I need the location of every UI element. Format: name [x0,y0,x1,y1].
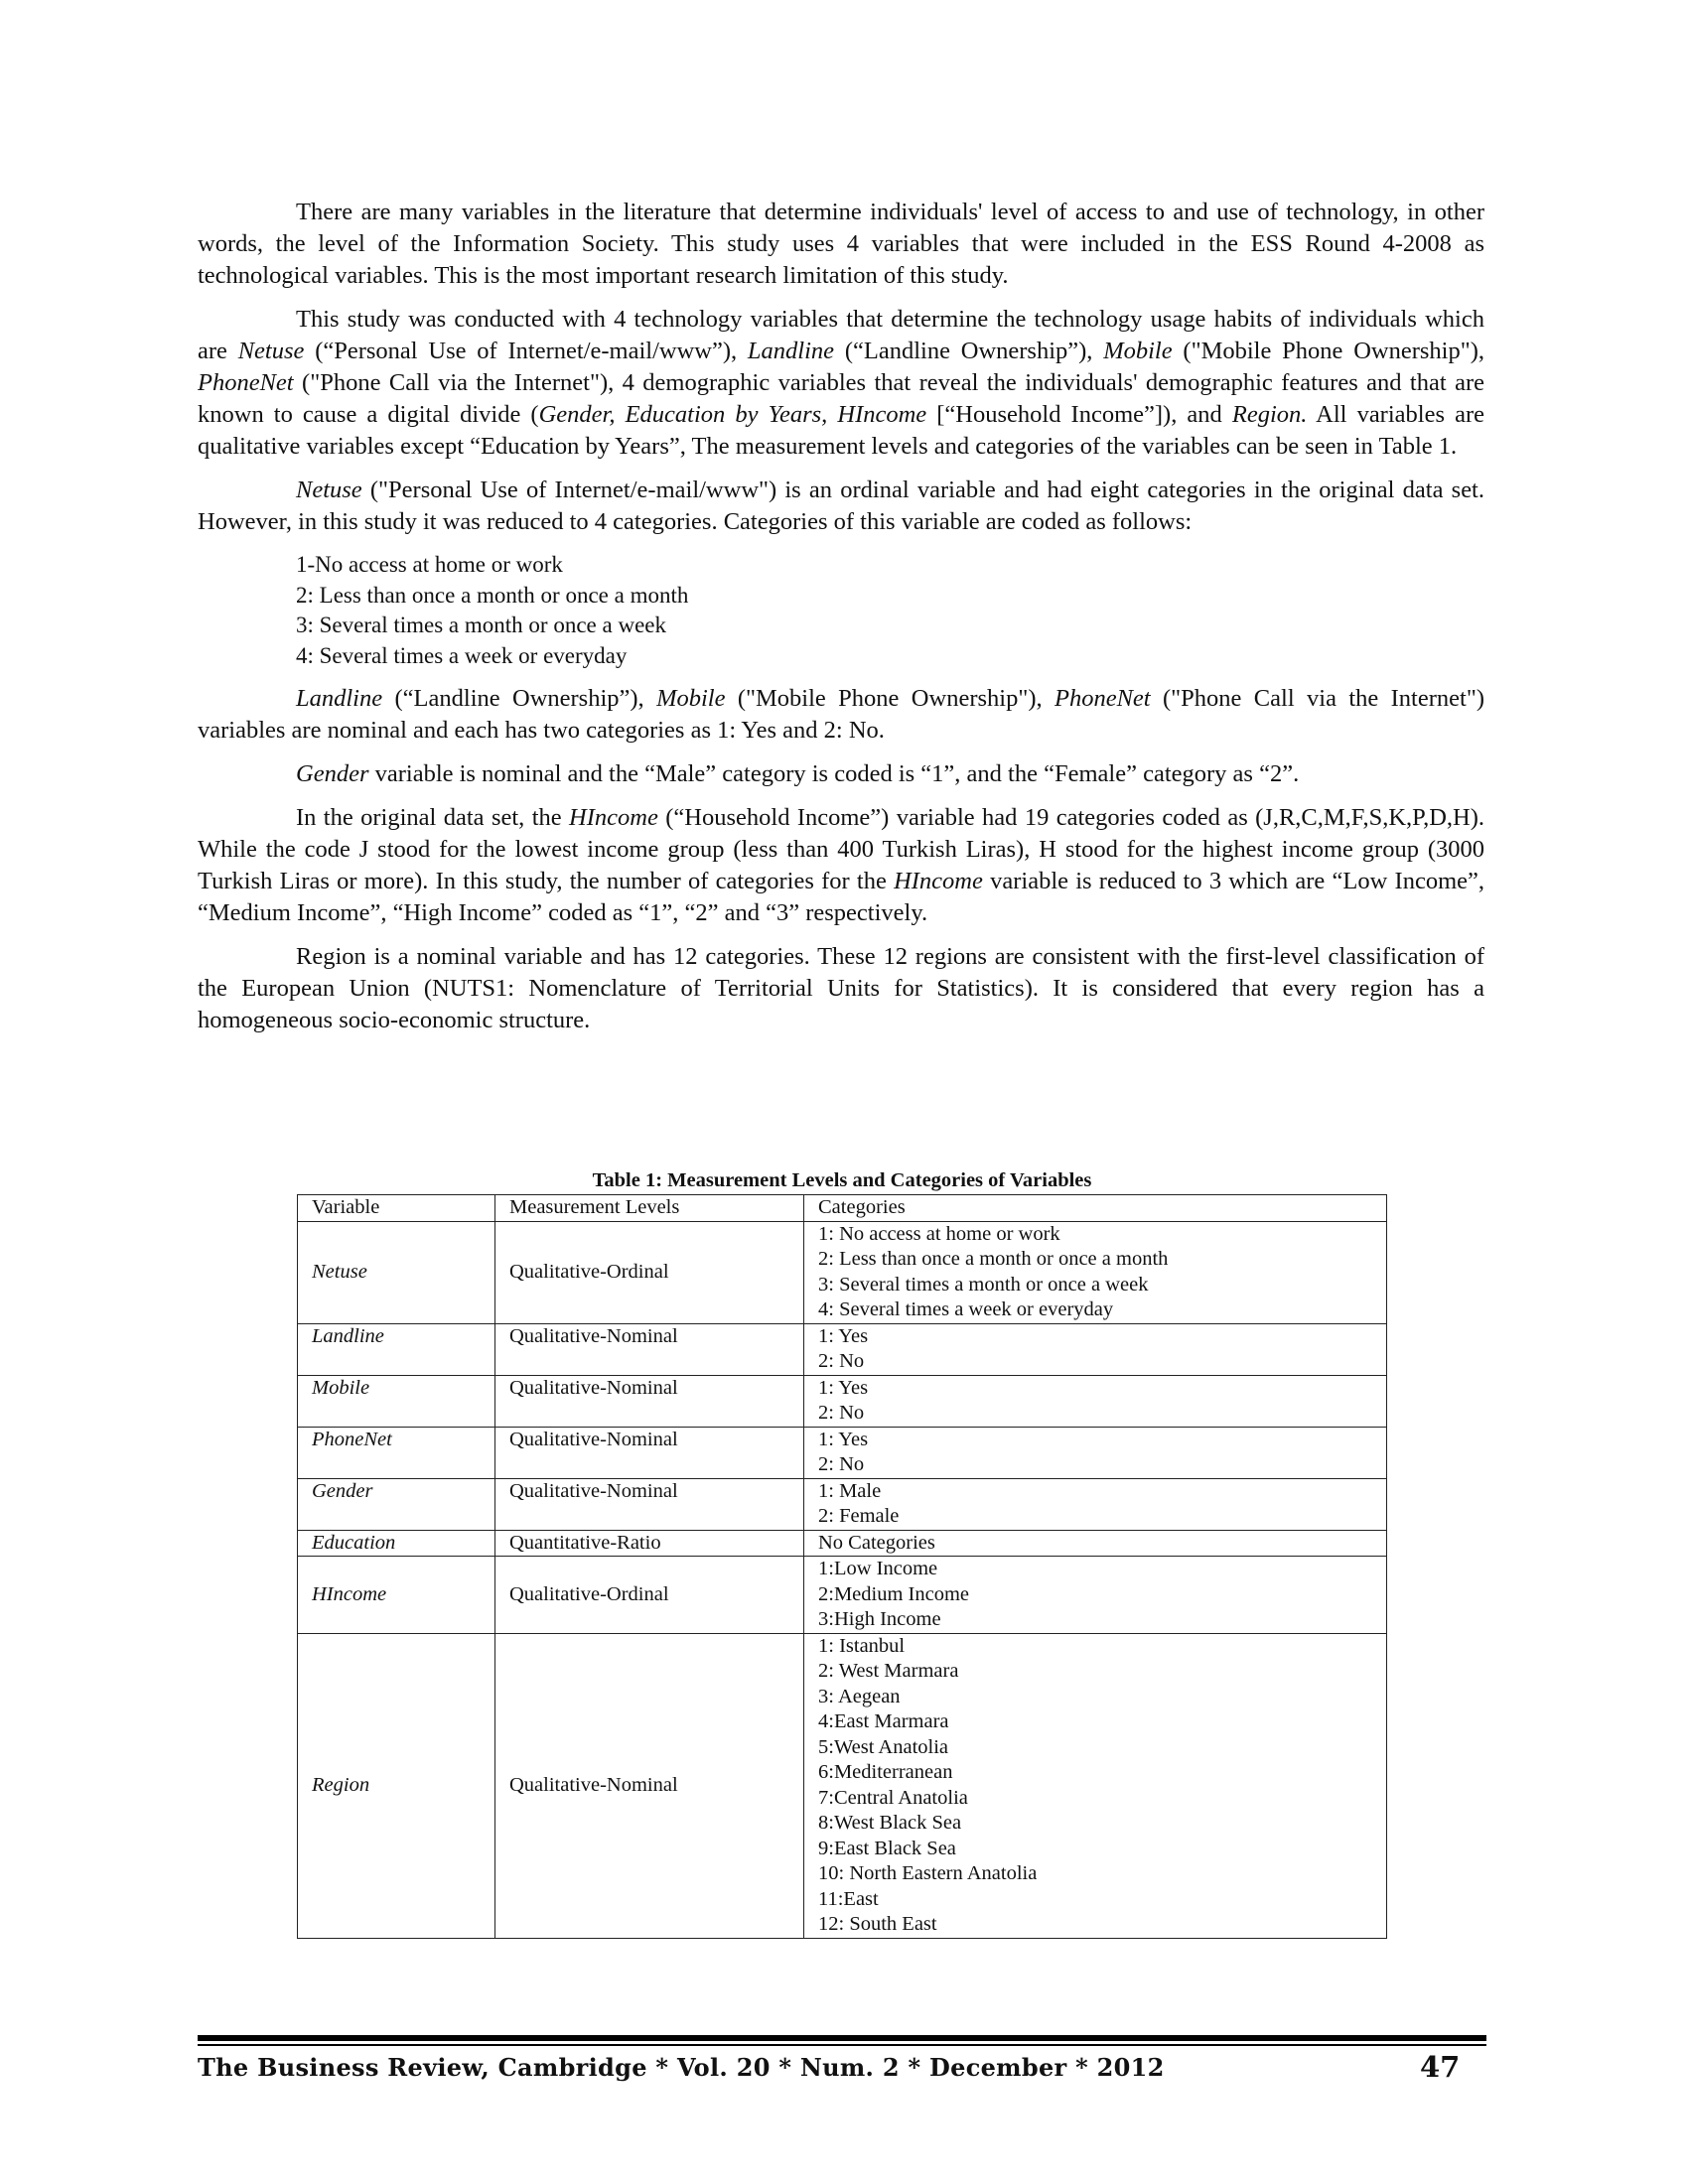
category-line: 8:West Black Sea [818,1812,962,1834]
cell-categories [804,1323,1387,1375]
category-line: 1: No access at home or work [818,1222,1060,1245]
table-row [298,1557,1387,1634]
cell-categories [804,1557,1387,1634]
table-row [298,1530,1387,1557]
netuse-code-list [296,550,1484,671]
table-row [298,1323,1387,1375]
category-line: 5:West Anatolia [818,1735,949,1758]
category-line: 2: No [818,1350,865,1372]
table-body [298,1221,1387,1938]
italic-term: Mobile [1103,338,1173,364]
cell-variable: Mobile [298,1375,495,1427]
body-text [198,197,1484,1048]
variables-table [297,1194,1387,1939]
cell-measurement-level: Qualitative-Nominal [495,1478,804,1530]
table-row [298,1633,1387,1938]
cell-measurement-level: Qualitative-Nominal [495,1427,804,1478]
italic-term: Landline [747,338,835,364]
italic-term: HIncome [569,804,658,831]
cell-measurement-level: Qualitative-Nominal [495,1375,804,1427]
category-line: 2: No [818,1453,865,1475]
table-row [298,1375,1387,1427]
text-span: ("Mobile Phone Ownership"), [1172,338,1484,364]
category-line: 1: Male [818,1479,882,1502]
cell-categories [804,1375,1387,1427]
paragraph-4 [198,683,1484,747]
cell-measurement-level: Qualitative-Nominal [495,1323,804,1375]
cell-variable: Netuse [298,1221,495,1323]
italic-term: Netuse [296,477,362,503]
category-line: 2:Medium Income [818,1582,970,1605]
paragraph-3 [198,475,1484,538]
list-item: 1-No access at home or work [296,552,563,577]
cell-variable: HIncome [298,1557,495,1634]
cell-measurement-level: Qualitative-Ordinal [495,1557,804,1634]
italic-term: PhoneNet [198,369,294,396]
text-span: (“Household Income”) variable had 19 categories coded as (J,R,C,M,F,S,K,P,D,H). While the code J stood for the lowest income group (less than 400 Turkish Liras), H stood for the highest income group (3000 Turkish Liras or more). In this study, the number of categories for the [198,804,1484,894]
italic-term: Region. [1231,401,1308,428]
cell-measurement-level: Quantitative-Ratio [495,1530,804,1557]
category-line: 2: Female [818,1505,900,1527]
cell-categories [804,1633,1387,1938]
category-line: No Categories [818,1531,935,1554]
footer-journal-citation: The Business Review, Cambridge * Vol. 20 * Num. 2 * December * 2012 [198,2053,1165,2082]
italic-term: Netuse [237,338,305,364]
list-item: 4: Several times a week or everyday [296,642,628,668]
category-line: 3:High Income [818,1608,941,1630]
category-line: 10: North Eastern Anatolia [818,1862,1038,1884]
category-line: 2: Less than once a month or once a month [818,1248,1169,1270]
cell-variable: Education [298,1530,495,1557]
category-line: 2: No [818,1402,865,1424]
paragraph-2 [198,304,1484,463]
paragraph-1: There are many variables in the literature that determine individuals' level of access to and use of technology, in other words, the level of the Information Society. This study uses 4 variables that were included in the ESS Round 4-2008 as technological variables. This is the most important research limitation of this study. [198,199,1484,289]
text-span: (“Personal Use of Internet/e-mail/www”), [304,338,748,364]
cell-variable: Region [298,1633,495,1938]
text-span: ("Personal Use of Internet/e-mail/www") is an ordinal variable and had eight categories in the original data set. However, in this study it was reduced to 4 categories. Categories of this variable are coded as follows: [198,477,1484,535]
cell-categories [804,1427,1387,1478]
category-line: 1: Istanbul [818,1634,906,1657]
category-line: 4:East Marmara [818,1710,949,1732]
category-line: 2: West Marmara [818,1660,959,1682]
cell-variable: PhoneNet [298,1427,495,1478]
italic-term: PhoneNet [1055,685,1151,712]
cell-variable: Landline [298,1323,495,1375]
cell-measurement-level: Qualitative-Nominal [495,1633,804,1938]
header-measurement-levels: Measurement Levels [495,1195,804,1222]
header-variable: Variable [298,1195,495,1222]
category-line: 3: Aegean [818,1685,901,1707]
cell-variable: Gender [298,1478,495,1530]
cell-categories [804,1530,1387,1557]
paragraph-6 [198,802,1484,929]
italic-term: Mobile [656,685,726,712]
text-span: This study was conducted with 4 technology variables that determine the technology usage habits of individuals which are [198,306,1484,364]
italic-term: Gender [296,760,369,787]
list-item: 2: Less than once a month or once a month [296,582,689,608]
footer-rule-thin [198,2044,1486,2046]
category-line: 3: Several times a month or once a week [818,1273,1149,1296]
category-line: 6:Mediterranean [818,1761,953,1783]
cell-measurement-level: Qualitative-Ordinal [495,1221,804,1323]
text-span: ("Phone Call via the Internet") variables are nominal and each has two categories as 1: Yes and 2: No. [198,685,1484,744]
table-caption: Table 1: Measurement Levels and Categories of Variables [592,1169,1092,1191]
paragraph-5 [198,758,1484,790]
category-line: 12: South East [818,1913,937,1935]
category-line: 7:Central Anatolia [818,1786,968,1809]
text-span: variable is nominal and the “Male” category is coded is “1”, and the “Female” category as “2”. [368,760,1300,787]
paragraph-7: Region is a nominal variable and has 12 categories. These 12 regions are consistent with the first-level classification of the European Union (NUTS1: Nomenclature of Territorial Units for Statistics). It is considered that every region has a homogeneous socio-economic structure. [198,943,1484,1033]
page-number: 47 [1420,2050,1461,2084]
text-span: [“Household Income”]), and [926,401,1232,428]
category-line: 1: Yes [818,1324,869,1347]
text-span: (“Landline Ownership”), [382,685,657,712]
text-span: (“Landline Ownership”), [834,338,1104,364]
italic-term: HIncome [894,868,983,894]
category-line: 4: Several times a week or everyday [818,1298,1114,1320]
cell-categories [804,1221,1387,1323]
table-header-row [298,1195,1387,1222]
table-row [298,1427,1387,1478]
footer-rule [198,2035,1486,2041]
table-row [298,1478,1387,1530]
category-line: 1:Low Income [818,1558,938,1579]
text-span: variable is reduced to 3 which are “Low Income”, “Medium Income”, “High Income” coded as “1”, “2” and “3” respectively. [198,868,1485,926]
header-categories: Categories [804,1195,1387,1222]
text-span: ("Phone Call via the Internet"), 4 demographic variables that reveal the individuals' demographic features and that are known to cause a digital divide ( [198,369,1484,428]
category-line: 1: Yes [818,1428,869,1450]
category-line: 1: Yes [818,1376,869,1399]
text-span: All variables are qualitative variables except “Education by Years”, The measurement levels and categories of the variables can be seen in Table 1. [198,401,1484,460]
category-line: 9:East Black Sea [818,1837,956,1859]
italic-term: Landline [296,685,383,712]
italic-term: Gender, Education by Years, HIncome [538,401,927,428]
list-item: 3: Several times a month or once a week [296,613,666,637]
table-row [298,1221,1387,1323]
text-span: ("Mobile Phone Ownership"), [725,685,1055,712]
cell-categories [804,1478,1387,1530]
category-line: 11:East [818,1887,879,1910]
text-span: In the original data set, the [296,804,570,831]
